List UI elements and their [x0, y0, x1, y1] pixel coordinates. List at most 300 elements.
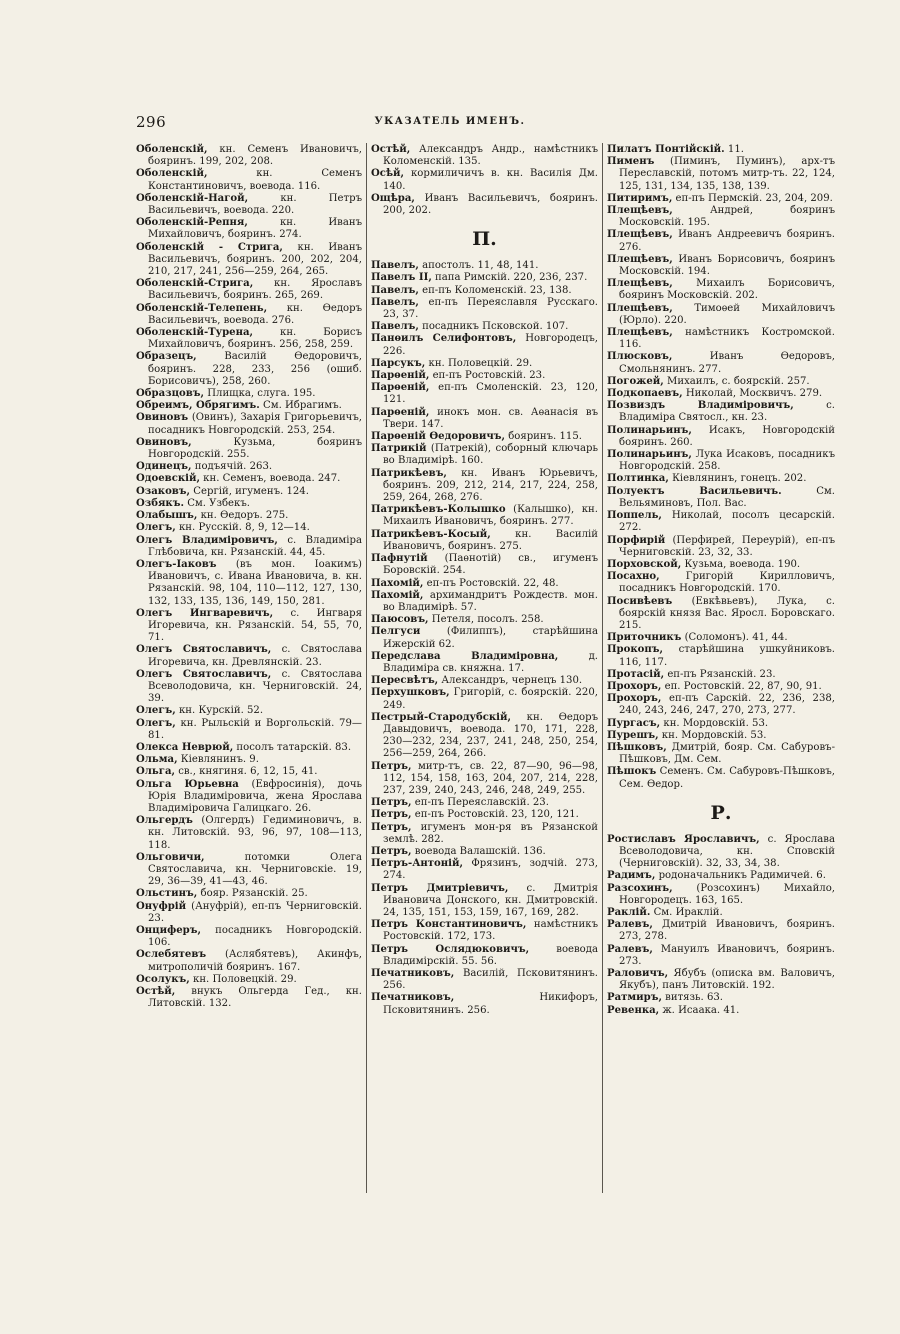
entry-details: еп-пъ Пермскій. 23, 204, 209.	[672, 192, 833, 204]
entry-name: Образцовъ,	[136, 388, 205, 400]
entry-details: (Аслябятевъ), Акинфъ, митрополичій бояринъ. 167.	[148, 949, 362, 973]
column-divider	[602, 143, 603, 1193]
entry-details: Кузьма, бояринъ Новгородскій. 255.	[148, 436, 362, 461]
entry-name: Полинарьинъ,	[607, 424, 692, 436]
entry-name: Павелъ II,	[371, 272, 432, 284]
index-entry	[136, 473, 362, 485]
entry-name: Петръ-Антоній,	[371, 858, 464, 870]
entry-name: Ростиславъ Ярославичъ,	[607, 833, 760, 845]
entry-details: кн. Ѳедоръ Давыдовичъ, воевода. 170, 171, 228, 230—232, 234, 237, 241, 248, 250, 254, 256—259, 264, 266.	[383, 711, 598, 760]
index-entry	[136, 742, 362, 754]
entry-name: Пересвѣтъ,	[371, 675, 439, 687]
entry-details: Александръ, чернецъ 130.	[438, 675, 583, 687]
entry-details: кн. Мордовскій. 53.	[658, 729, 767, 741]
entry-details: (Соломонъ). 41, 44.	[681, 632, 788, 644]
entry-name: Патрикѣевъ-Колышко	[371, 504, 506, 516]
entry-details: бояр. Рязанскій. 25.	[197, 888, 308, 900]
entry-details: (Розсохинъ) Михайло, Новгородецъ. 163, 165.	[619, 882, 835, 906]
index-entry	[371, 809, 598, 821]
index-entry	[136, 559, 362, 608]
entry-details: еп-пъ Ростовскій. 23, 120, 121.	[411, 809, 579, 821]
index-entry	[371, 529, 598, 553]
index-entry	[607, 327, 835, 351]
entry-details: кн. Половецкій. 29.	[189, 973, 297, 985]
entry-name: Ощѣра,	[371, 192, 415, 204]
entry-name: Пурешъ,	[607, 729, 659, 741]
index-entry	[371, 468, 598, 505]
index-entry	[607, 425, 835, 449]
entry-name: Пафнутій	[371, 553, 428, 565]
entry-details: с. Владиміра Глѣбовича, кн. Рязанскій. 44, 45.	[148, 534, 362, 558]
entry-name: Петръ,	[371, 821, 412, 833]
index-entry	[607, 907, 835, 919]
index-entry	[371, 553, 598, 577]
entry-name: Патрикѣевъ,	[371, 467, 447, 479]
entry-name: Патрикѣевъ-Косый,	[371, 528, 491, 540]
entry-name: Оболенскій,	[136, 144, 208, 155]
entry-name: Панѳилъ Селифонтовъ,	[371, 333, 517, 345]
entry-details: кн. Ѳедоръ. 275.	[197, 510, 289, 522]
entry-details: (Ануфрій), еп-пъ Черниговскій. 23.	[148, 900, 362, 924]
index-entry	[371, 992, 598, 1016]
index-entry	[371, 651, 598, 675]
index-entry	[607, 303, 835, 327]
index-entry	[607, 718, 835, 730]
entry-details: еп-пъ Сарскій. 22, 236, 238, 240, 243, 246, 247, 270, 273, 277.	[619, 693, 835, 717]
index-entry	[371, 321, 598, 333]
entry-details: Сергій, игуменъ. 124.	[190, 485, 309, 497]
entry-name: Плещѣевъ,	[607, 327, 673, 339]
index-entry	[136, 303, 362, 327]
index-entry	[371, 614, 598, 626]
entry-details: с. Ингваря Игоревича, кн. Рязанскій. 54, 55, 70, 71.	[148, 607, 362, 644]
entry-details: воевода Владимірскій. 55. 56.	[383, 943, 598, 967]
entry-details: Никифоръ, Псковитянинъ. 256.	[383, 992, 598, 1016]
entry-name: Полинарьинъ,	[607, 449, 692, 461]
entry-details: с. Святослава Всеволодовича, кн. Черниговскій. 24, 39.	[148, 668, 362, 705]
entry-details: кн. Василій Ивановичъ, бояринъ. 275.	[383, 528, 598, 552]
index-entry	[607, 919, 835, 943]
entry-name: Ралевъ,	[607, 919, 653, 931]
entry-details: Дмитрій, бояр. См. Сабуровъ-Пѣшковъ, Дм. Сем.	[619, 741, 835, 766]
index-entry	[607, 486, 835, 510]
index-entry	[371, 333, 598, 357]
entry-name: Ольма,	[136, 754, 178, 766]
entry-details: кн. Иванъ Васильевичъ, бояринъ. 200, 202, 204, 210, 217, 241, 256—259, 264, 265.	[148, 241, 362, 278]
entry-name: Ралевъ,	[607, 943, 653, 955]
index-entry	[136, 986, 362, 1010]
index-entry	[136, 888, 362, 900]
entry-name: Парѳеній,	[371, 406, 430, 418]
entry-name: Порховской,	[607, 558, 682, 570]
index-entry	[136, 242, 362, 279]
entry-details: бояринъ. 115.	[504, 431, 582, 443]
entry-name: Ослебятевъ	[136, 949, 207, 961]
entry-details: с. Ярослава Всеволодовича, кн. Сповскій (Черниговскій). 32, 33, 34, 38.	[619, 833, 835, 870]
index-entry	[607, 449, 835, 473]
entry-details: еп-пъ Ростовскій. 22, 48.	[423, 577, 559, 589]
index-entry	[371, 687, 598, 711]
index-entry	[136, 779, 362, 816]
index-entry	[371, 578, 598, 590]
entry-name: Прокопъ,	[607, 644, 663, 656]
entry-details: Дмитрій Ивановичъ, бояринъ. 273, 278.	[619, 919, 835, 943]
index-entry	[136, 461, 362, 473]
entry-details: еп-пъ Переяславскій. 23.	[411, 797, 549, 809]
entry-name: Оболенскій-Стрига,	[136, 278, 254, 290]
index-entry	[136, 351, 362, 388]
entry-name: Раловичъ,	[607, 968, 669, 979]
entry-name: Олабышъ,	[136, 510, 198, 522]
entry-name: Плещѣевъ,	[607, 205, 673, 217]
entry-name: Плещѣевъ,	[607, 253, 673, 265]
entry-details: (Овинъ), Захарія Григорьевичъ, посадникъ Новгородскій. 253, 254.	[148, 412, 362, 436]
entry-details: См. Ибрагимъ.	[259, 400, 342, 412]
entry-name: Петръ,	[371, 760, 412, 772]
entry-name: Прохоръ,	[607, 680, 662, 692]
entry-details: инокъ мон. св. Аѳанасія въ Твери. 147.	[383, 406, 598, 430]
entry-details: Кузьма, воевода. 190.	[681, 558, 801, 570]
entry-name: Полуектъ Васильевичъ.	[607, 485, 782, 497]
index-entry	[371, 272, 598, 284]
index-entry	[136, 193, 362, 217]
index-entry	[371, 297, 598, 321]
index-entry	[607, 510, 835, 534]
entry-details: кн. Ѳедоръ Васильевичъ, воевода. 276.	[148, 302, 362, 326]
entry-name: Пѣшокъ	[607, 766, 657, 778]
entry-details: (Патрекій), соборный ключарь во Владимірѣ. 160.	[383, 443, 598, 467]
entry-name: Осолукъ,	[136, 973, 190, 985]
entry-details: Василій Ѳедоровичъ, бояринъ. 228, 233, 256 (ошиб. Борисовичъ), 258, 260.	[148, 351, 362, 387]
entry-details: Николай, посолъ цесарскій. 272.	[619, 510, 835, 534]
index-entry	[371, 285, 598, 297]
entry-name: Протасій,	[607, 668, 665, 680]
index-entry	[607, 883, 835, 907]
entry-name: Оболенскій-Нагой,	[136, 192, 249, 204]
entry-name: Передслава Владиміровна,	[371, 650, 559, 662]
entry-details: еп. Ростовскій. 22, 87, 90, 91.	[661, 680, 822, 692]
entry-details: (Пиминъ, Пуминъ), арх-тъ Переславскій, потомъ митр-тъ. 22, 124, 125, 131, 134, 135, 138, 139.	[619, 156, 835, 192]
entry-name: Олегъ,	[136, 705, 176, 717]
entry-details: Александръ Андр., намѣстникъ Коломенскій. 135.	[383, 144, 598, 168]
section-letter: Р.	[710, 801, 732, 824]
index-entry	[607, 730, 835, 742]
index-entry	[136, 327, 362, 351]
index-entry	[371, 260, 598, 272]
entry-details: еп-пъ Рязанскій. 23.	[664, 668, 776, 680]
index-entry	[136, 400, 362, 412]
entry-details: архимандритъ Рождеств. мон. во Владимірѣ. 57.	[383, 589, 598, 613]
entry-name: Посахно,	[607, 571, 660, 583]
entry-name: Петръ,	[371, 797, 412, 809]
index-entry	[136, 669, 362, 706]
index-entry	[607, 193, 835, 205]
entry-name: Раклій.	[607, 906, 651, 918]
entry-name: Олегъ Ингваревичъ,	[136, 607, 274, 619]
entry-name: Приточникъ	[607, 632, 682, 644]
index-entry	[136, 388, 362, 400]
index-entry	[371, 761, 598, 798]
entry-details: Петеля, посолъ. 258.	[428, 614, 544, 626]
entry-details: кн. Курскій. 52.	[175, 705, 264, 717]
entry-name: Ольгердъ	[136, 815, 193, 827]
index-entry	[607, 535, 835, 559]
entry-details: подъячій. 263.	[191, 461, 273, 473]
entry-name: Обреимъ, Обрягимъ.	[136, 400, 260, 412]
entry-details: Семенъ. См. Сабуровъ-Пѣшковъ, Сем. Ѳедор.	[619, 766, 835, 790]
index-entry	[607, 559, 835, 571]
entry-name: Павелъ,	[371, 260, 419, 272]
entry-name: Овиновъ,	[136, 436, 192, 448]
entry-details: См. Узбекъ.	[183, 497, 250, 509]
index-entry	[136, 510, 362, 522]
entry-name: Полтинка,	[607, 473, 669, 485]
entry-details: кн. Русскій. 8, 9, 12—14.	[175, 522, 310, 534]
entry-name: Плюсковъ,	[607, 351, 673, 363]
index-entry	[136, 437, 362, 461]
index-entry	[136, 278, 362, 302]
entry-name: Олекса Неврюй,	[136, 741, 234, 753]
index-entry	[607, 834, 835, 871]
entry-name: Петръ Дмитріевичъ,	[371, 882, 509, 894]
entry-name: Посивѣевъ	[607, 595, 673, 607]
index-entry	[607, 376, 835, 388]
entry-name: Оболенскій,	[136, 168, 208, 180]
index-entry	[371, 431, 598, 443]
entry-details: Иванъ Ѳедоровъ, Смольнянинъ. 277.	[619, 351, 835, 375]
entry-name: Овиновъ	[136, 412, 189, 424]
entry-name: Пименъ	[607, 156, 655, 168]
entry-name: Ольговичи,	[136, 851, 205, 863]
entry-name: Пестрый-Стародубскій,	[371, 711, 512, 723]
index-entry	[607, 473, 835, 485]
index-entry	[607, 681, 835, 693]
entry-name: Олегъ Владиміровичъ,	[136, 534, 278, 546]
entry-details: д. Владиміра св. княжна. 17.	[383, 650, 598, 674]
index-entry	[136, 718, 362, 742]
index-entry	[371, 168, 598, 192]
entry-details: Лука Исаковъ, посадникъ Новгородскій. 258.	[619, 449, 835, 473]
entry-name: Онуфрій	[136, 900, 187, 912]
entry-details: 11.	[724, 144, 744, 155]
entry-details: (въ мон. Іоакимъ) Ивановичъ, с. Ивана Ивановича, в. кн. Рязанскій. 98, 104, 110—112, 127, 130, 132, 133, 135, 136, 149, 150, 281.	[148, 558, 362, 607]
entry-details: Новгородецъ, 226.	[383, 333, 598, 357]
entry-name: Олегъ,	[136, 522, 176, 534]
entry-name: Паюсовъ,	[371, 614, 429, 626]
entry-name: Петръ Ослядюковичъ,	[371, 943, 530, 955]
entry-name: Петръ,	[371, 845, 412, 857]
entry-details: Кіевлянинъ, гонецъ. 202.	[668, 473, 807, 485]
entry-name: Плещѣевъ,	[607, 229, 673, 241]
index-entry	[371, 675, 598, 687]
entry-name: Образецъ,	[136, 351, 197, 363]
index-entry	[371, 626, 598, 650]
entry-name: Осѣй,	[371, 168, 405, 180]
index-entry	[371, 858, 598, 882]
entry-name: Разсохинъ,	[607, 882, 673, 894]
entry-name: Порфирій	[607, 534, 666, 546]
index-entry	[136, 925, 362, 949]
entry-name: Парѳеній Ѳедоровичъ,	[371, 431, 505, 443]
entry-details: (Калышко), кн. Михаилъ Ивановичъ, бояринъ. 277.	[383, 504, 598, 528]
entry-details: Ябубъ (описка вм. Валовичъ, Якубъ), панъ Литовскій. 192.	[619, 968, 835, 992]
entry-details: (Паѳнотій) св., игуменъ Боровскій. 254.	[383, 553, 598, 577]
entry-details: еп-пъ Коломенскій. 23, 138.	[418, 284, 572, 296]
entry-details: внукъ Ольгерда Гед., кн. Литовскій. 132.	[148, 986, 362, 1010]
index-entry	[607, 596, 835, 633]
index-entry	[607, 1005, 835, 1017]
entry-name: Печатниковъ,	[371, 992, 455, 1004]
entry-name: Озбякъ.	[136, 497, 184, 509]
entry-name: Прохоръ,	[607, 693, 662, 705]
index-entry	[607, 742, 835, 766]
entry-name: Одинецъ,	[136, 461, 192, 473]
entry-details: старѣйшина ушкуйниковъ. 116, 117.	[619, 644, 835, 668]
index-entry	[136, 168, 362, 192]
page-number: 296	[136, 113, 167, 131]
index-entry	[607, 278, 835, 302]
index-entry	[371, 968, 598, 992]
index-entry	[607, 400, 835, 424]
entry-name: Павелъ,	[371, 321, 419, 333]
entry-name: Плещѣевъ,	[607, 302, 673, 314]
index-entry	[607, 693, 835, 717]
entry-details: игуменъ мон-ря въ Рязанской землѣ. 282.	[383, 821, 598, 845]
index-entry	[371, 370, 598, 382]
entry-details: апостолъ. 11, 48, 141.	[418, 260, 539, 272]
entry-name: Пѣшковъ,	[607, 741, 667, 753]
index-column-1	[136, 144, 362, 1010]
entry-details: еп-пъ Смоленскій. 23, 120, 121.	[383, 382, 598, 406]
index-entry	[607, 144, 835, 156]
entry-details: (Перфирей, Переурій), еп-пъ Черниговскій. 23, 32, 33.	[619, 534, 835, 558]
entry-details: кн. Иванъ Михайловичъ, бояринъ. 274.	[148, 217, 362, 241]
entry-details: воевода Валашскій. 136.	[411, 845, 546, 857]
entry-name: Оболенскій-Телепень,	[136, 302, 268, 314]
index-column-2	[371, 144, 598, 1017]
entry-name: Питиримъ,	[607, 192, 673, 204]
index-entry	[136, 486, 362, 498]
entry-details: Фрязинъ, зодчій. 273, 274.	[383, 858, 598, 882]
entry-name: Пилатъ Понтійскій.	[607, 144, 725, 155]
column-divider	[366, 143, 367, 1193]
index-entry	[371, 443, 598, 467]
entry-name: Ратмиръ,	[607, 992, 662, 1004]
entry-details: намѣстникъ Ростовскій. 172, 173.	[383, 919, 598, 943]
entry-name: Пелгуси	[371, 626, 421, 638]
index-entry	[136, 815, 362, 852]
entry-name: Олегъ Святославичъ,	[136, 668, 272, 680]
entry-name: Остѣй,	[371, 144, 411, 155]
entry-details: Мануилъ Ивановичъ, бояринъ. 273.	[619, 943, 835, 967]
entry-details: намѣстникъ Костромской. 116.	[619, 327, 835, 351]
running-head: УКАЗАТЕЛЬ ИМЕНЪ.	[374, 116, 526, 127]
entry-name: Олегъ-Іаковъ	[136, 558, 217, 570]
index-entry	[136, 705, 362, 717]
entry-details: Иванъ Борисовичъ, бояринъ Московскій. 194.	[619, 253, 835, 278]
entry-details: родоначальникъ Радимичей. 6.	[655, 870, 826, 882]
index-entry	[136, 608, 362, 645]
index-entry	[371, 144, 598, 168]
entry-name: Озаковъ,	[136, 485, 191, 497]
entry-details: посолъ татарскій. 83.	[233, 741, 352, 753]
index-entry	[607, 968, 835, 992]
index-entry	[136, 498, 362, 510]
entry-name: Петръ Константиновичъ,	[371, 919, 527, 931]
entry-name: Поппель,	[607, 510, 662, 522]
index-entry	[136, 766, 362, 778]
entry-name: Остѣй,	[136, 986, 176, 998]
index-entry	[136, 754, 362, 766]
index-entry	[136, 412, 362, 436]
index-entry	[607, 571, 835, 595]
entry-name: Пургасъ,	[607, 717, 661, 729]
entry-details: кн. Иванъ Юрьевичъ, бояринъ. 209, 212, 214, 217, 224, 258, 259, 264, 268, 276.	[383, 467, 598, 504]
entry-details: потомки Олега Святославича, кн. Черниговскіе. 19, 29, 36—39, 41—43, 46.	[148, 851, 362, 888]
entry-name: Ревенка,	[607, 1004, 660, 1016]
entry-name: Погожей,	[607, 375, 664, 387]
entry-name: Оболенскій-Репня,	[136, 217, 248, 229]
entry-name: Одоевскій,	[136, 473, 200, 485]
entry-details: (Евкѣвьевъ), Лука, с. боярскій князя Вас. Яросл. Боровскаго. 215.	[619, 595, 835, 631]
entry-details: папа Римскій. 220, 236, 237.	[431, 272, 588, 284]
entry-details: Григорій, с. боярскій. 220, 249.	[383, 687, 598, 711]
entry-name: Онциферъ,	[136, 925, 201, 936]
entry-details: кн. Семенъ, воевода. 247.	[199, 473, 341, 485]
entry-details: посадникъ Псковской. 107.	[418, 321, 569, 333]
entry-details: Иванъ Андреевичъ бояринъ. 276.	[619, 229, 835, 253]
entry-name: Подкопаевъ,	[607, 388, 683, 400]
entry-details: митр-тъ, св. 22, 87—90, 96—98, 112, 154, 158, 163, 204, 207, 214, 228, 237, 239, 240, 243, 246, 248, 249, 255.	[383, 760, 598, 796]
index-entry	[607, 254, 835, 278]
index-entry	[607, 644, 835, 668]
index-entry	[371, 504, 598, 528]
entry-details: кн. Семенъ Константиновичъ, воевода. 116.	[148, 168, 362, 192]
index-entry	[371, 382, 598, 406]
entry-details: кн. Мордовскій. 53.	[660, 717, 769, 729]
index-entry	[136, 901, 362, 925]
entry-details: кн. Борисъ Михайловичъ, бояринъ. 256, 258, 259.	[148, 327, 362, 351]
entry-name: Пахомій,	[371, 577, 424, 589]
entry-name: Плещѣевъ,	[607, 278, 673, 290]
entry-details: кормиличичъ в. кн. Василія Дм. 140.	[383, 168, 598, 192]
index-entry	[371, 919, 598, 943]
entry-details: с. Святослава Игоревича, кн. Древлянскій. 23.	[148, 644, 362, 668]
entry-details: кн. Ярославъ Васильевичъ, бояринъ. 265, 269.	[148, 278, 362, 302]
index-entry	[136, 852, 362, 889]
entry-details: кн. Семенъ Ивановичъ, бояринъ. 199, 202, 208.	[148, 144, 362, 168]
index-entry	[371, 407, 598, 431]
index-entry	[371, 944, 598, 968]
entry-details: См. Ираклій.	[650, 906, 723, 918]
entry-name: Оболенскій - Стрига,	[136, 241, 283, 253]
index-entry	[607, 229, 835, 253]
index-entry	[607, 388, 835, 400]
entry-details: Исакъ, Новгородскій бояринъ. 260.	[619, 424, 835, 448]
entry-details: См. Вельяминовъ, Пол. Вас.	[619, 485, 835, 509]
entry-details: Тимоѳей Михайловичъ (Юрло). 220.	[619, 302, 835, 326]
index-entry	[136, 144, 362, 168]
entry-name: Петръ,	[371, 809, 412, 821]
entry-name: Печатниковъ,	[371, 968, 455, 979]
index-entry	[371, 712, 598, 761]
entry-name: Перхушковъ,	[371, 687, 450, 699]
entry-name: Патрикій	[371, 443, 427, 455]
entry-details: Плищка, слуга. 195.	[204, 388, 316, 400]
index-entry	[607, 870, 835, 882]
index-entry	[607, 632, 835, 644]
index-entry	[136, 949, 362, 973]
